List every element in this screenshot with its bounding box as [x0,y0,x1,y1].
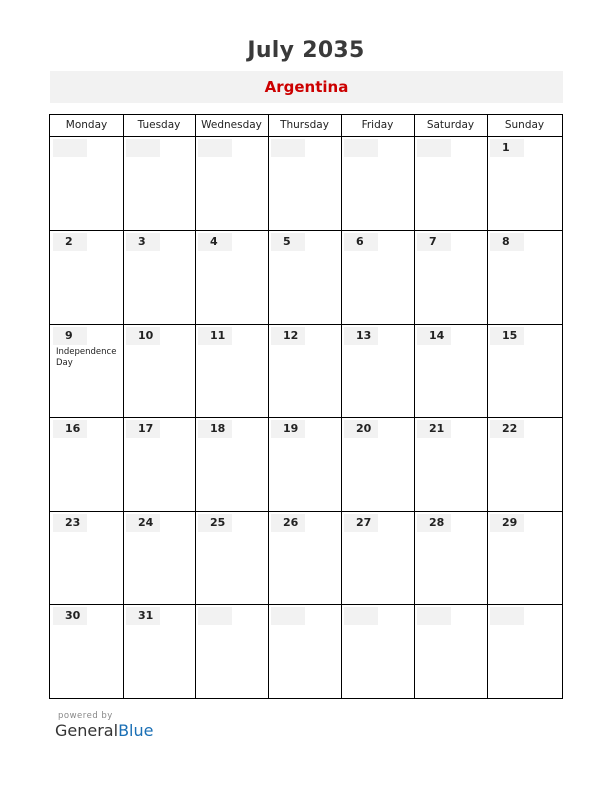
day-cell-8[interactable] [488,231,562,324]
day-number: 7 [417,233,451,251]
day-cell-16[interactable] [51,418,123,511]
day-cell-17[interactable] [124,418,195,511]
day-cell-20[interactable] [342,418,414,511]
day-number: 18 [198,420,232,438]
empty-day-cell [269,137,341,230]
empty-day-cell [342,137,414,230]
empty-day-cell [415,137,487,230]
day-cell-4[interactable] [196,231,268,324]
weekday-header-friday: Friday [361,119,394,131]
day-cell-24[interactable] [124,512,195,604]
day-cell-7[interactable] [415,231,487,324]
day-cell-31[interactable] [124,605,195,698]
empty-day-badge [344,139,378,157]
day-number: 13 [344,327,378,345]
calendar-grid [49,114,563,699]
day-number: 5 [271,233,305,251]
day-number: 8 [490,233,524,251]
weekday-header-thursday: Thursday [280,119,329,131]
day-number: 29 [490,514,524,532]
day-cell-9[interactable] [51,325,123,417]
day-number: 2 [53,233,87,251]
day-cell-11[interactable] [196,325,268,417]
day-number: 12 [271,327,305,345]
empty-day-badge [198,139,232,157]
day-number: 24 [126,514,160,532]
day-cell-30[interactable] [51,605,123,698]
day-number: 15 [490,327,524,345]
page-title: July 2035 [247,38,365,63]
day-cell-3[interactable] [124,231,195,324]
day-number: 28 [417,514,451,532]
day-cell-21[interactable] [415,418,487,511]
empty-day-cell [124,137,195,230]
day-number: 4 [198,233,232,251]
day-number: 3 [126,233,160,251]
empty-day-badge [271,607,305,625]
weekday-header-saturday: Saturday [426,119,475,131]
logo-blue-text: Blue [118,721,154,740]
weekday-header-tuesday: Tuesday [137,119,181,131]
empty-day-badge [417,607,451,625]
day-number: 9 [53,327,87,345]
day-number: 23 [53,514,87,532]
empty-day-cell [342,605,414,698]
day-number: 11 [198,327,232,345]
day-cell-1[interactable] [488,137,562,230]
day-cell-15[interactable] [488,325,562,417]
empty-day-cell [269,605,341,698]
day-cell-14[interactable] [415,325,487,417]
day-number: 19 [271,420,305,438]
day-number: 31 [126,607,160,625]
empty-day-badge [271,139,305,157]
day-cell-22[interactable] [488,418,562,511]
day-number: 30 [53,607,87,625]
day-cell-6[interactable] [342,231,414,324]
day-cell-5[interactable] [269,231,341,324]
generalblue-logo[interactable] [55,721,153,740]
day-number: 25 [198,514,232,532]
empty-day-badge [344,607,378,625]
day-cell-2[interactable] [51,231,123,324]
weekday-header-wednesday: Wednesday [201,119,262,131]
day-number: 20 [344,420,378,438]
day-number: 27 [344,514,378,532]
day-cell-23[interactable] [51,512,123,604]
day-cell-12[interactable] [269,325,341,417]
weekday-header-monday: Monday [65,119,108,131]
holiday-label: Independence Day [56,347,117,368]
day-number: 14 [417,327,451,345]
day-number: 17 [126,420,160,438]
day-cell-25[interactable] [196,512,268,604]
empty-day-cell [196,137,268,230]
country-banner [50,71,563,103]
day-cell-28[interactable] [415,512,487,604]
weekday-header-sunday: Sunday [504,119,545,131]
day-cell-19[interactable] [269,418,341,511]
day-cell-10[interactable] [124,325,195,417]
empty-day-badge [126,139,160,157]
day-cell-18[interactable] [196,418,268,511]
day-number: 10 [126,327,160,345]
empty-day-badge [490,607,524,625]
empty-day-cell [415,605,487,698]
empty-day-cell [51,137,123,230]
day-cell-26[interactable] [269,512,341,604]
empty-day-badge [53,139,87,157]
empty-day-cell [488,605,562,698]
empty-day-badge [417,139,451,157]
day-cell-13[interactable] [342,325,414,417]
day-number: 1 [490,139,524,157]
empty-day-cell [196,605,268,698]
day-number: 21 [417,420,451,438]
day-cell-27[interactable] [342,512,414,604]
day-number: 16 [53,420,87,438]
country-name: Argentina [264,78,349,96]
empty-day-badge [198,607,232,625]
powered-by-label: powered by [58,711,113,721]
day-number: 6 [344,233,378,251]
logo-general-text: General [55,721,119,740]
day-number: 22 [490,420,524,438]
day-cell-29[interactable] [488,512,562,604]
day-number: 26 [271,514,305,532]
